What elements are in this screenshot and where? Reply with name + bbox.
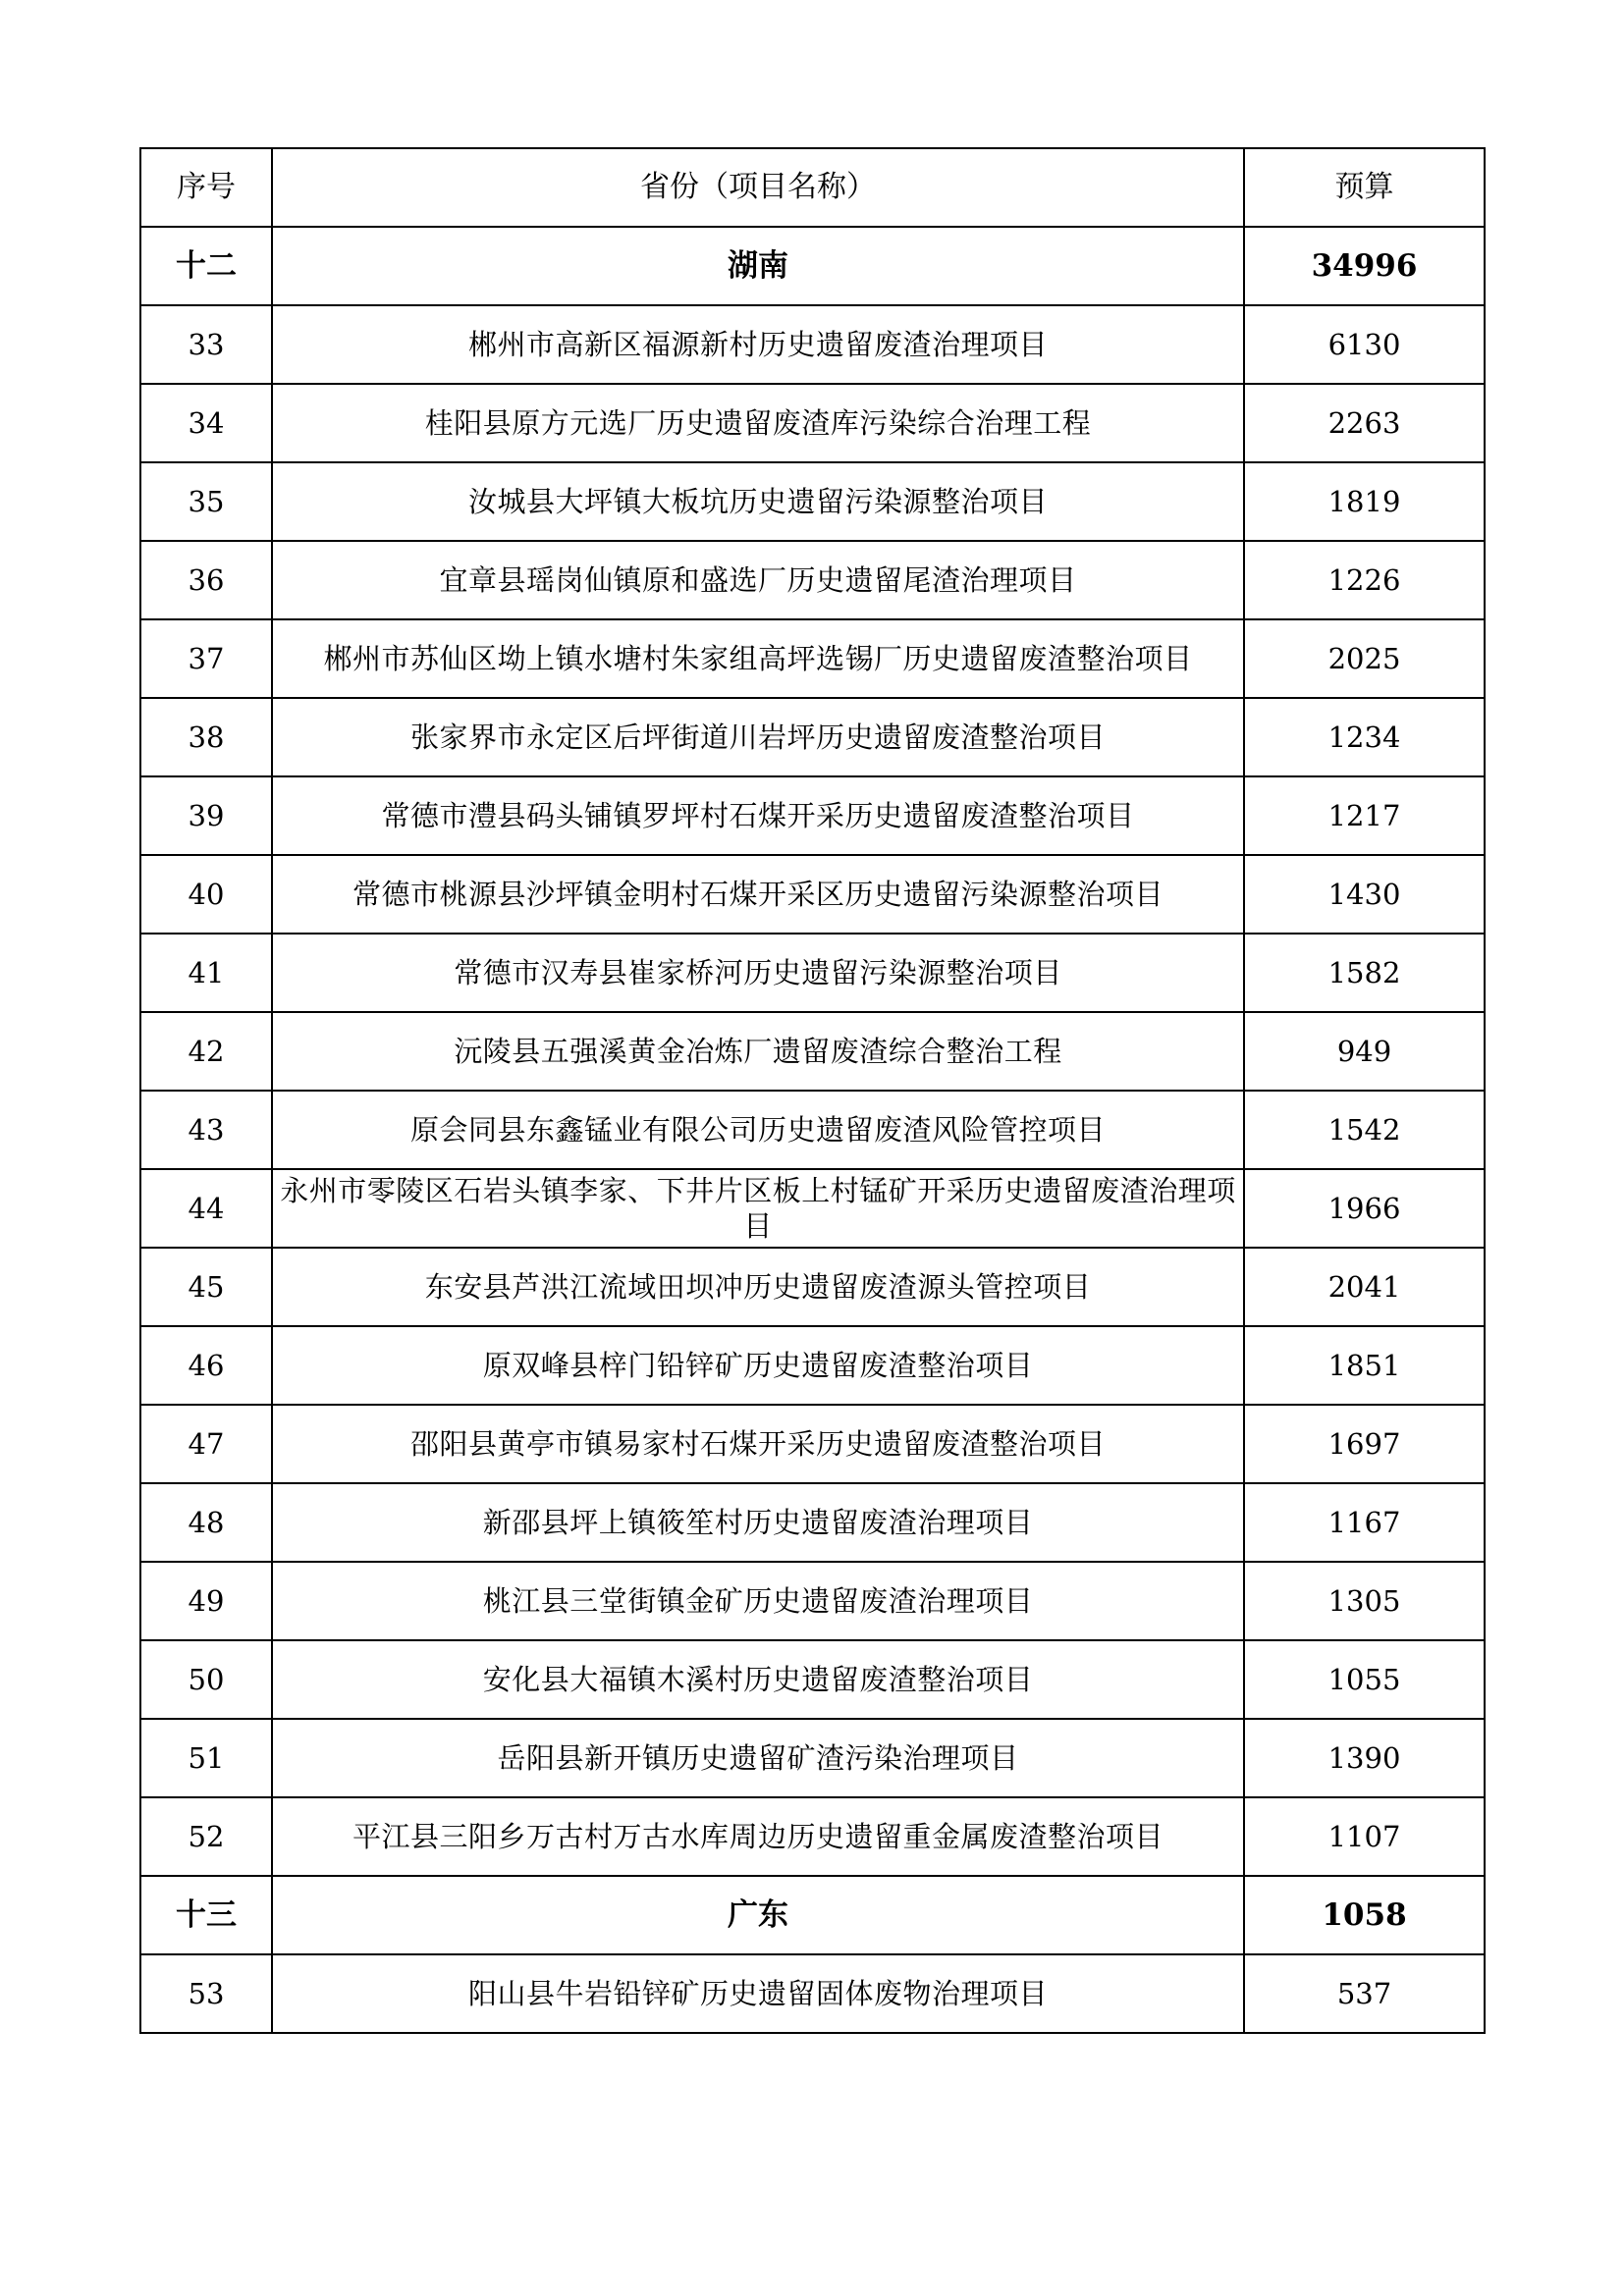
project-budget: 1582 (1244, 934, 1485, 1012)
project-name: 郴州市高新区福源新村历史遗留废渣治理项目 (272, 305, 1244, 384)
project-budget: 1851 (1244, 1326, 1485, 1405)
project-budget: 1966 (1244, 1169, 1485, 1248)
row-index: 40 (140, 855, 272, 934)
project-budget: 1697 (1244, 1405, 1485, 1483)
row-index: 47 (140, 1405, 272, 1483)
project-name: 岳阳县新开镇历史遗留矿渣污染治理项目 (272, 1719, 1244, 1797)
province-group-row (140, 227, 1485, 305)
project-budget: 1430 (1244, 855, 1485, 934)
project-budget: 1234 (1244, 698, 1485, 776)
row-index: 52 (140, 1797, 272, 1876)
project-budget: 537 (1244, 1954, 1485, 2033)
table-row (140, 1797, 1485, 1876)
row-index: 41 (140, 934, 272, 1012)
table-header (140, 148, 1485, 227)
project-name: 汝城县大坪镇大板坑历史遗留污染源整治项目 (272, 462, 1244, 541)
project-name: 阳山县牛岩铅锌矿历史遗留固体废物治理项目 (272, 1954, 1244, 2033)
table-row (140, 541, 1485, 619)
table-row (140, 1248, 1485, 1326)
table-row (140, 462, 1485, 541)
project-name: 新邵县坪上镇筱笙村历史遗留废渣治理项目 (272, 1483, 1244, 1562)
province-budget-total: 1058 (1244, 1876, 1485, 1954)
project-budget: 1217 (1244, 776, 1485, 855)
row-index: 51 (140, 1719, 272, 1797)
table-row (140, 1091, 1485, 1169)
project-name: 常德市桃源县沙坪镇金明村石煤开采区历史遗留污染源整治项目 (272, 855, 1244, 934)
row-index: 35 (140, 462, 272, 541)
row-index: 49 (140, 1562, 272, 1640)
table-row (140, 1483, 1485, 1562)
province-name: 湖南 (272, 227, 1244, 305)
project-name: 邵阳县黄亭市镇易家村石煤开采历史遗留废渣整治项目 (272, 1405, 1244, 1483)
project-budget: 1819 (1244, 462, 1485, 541)
project-name: 常德市澧县码头铺镇罗坪村石煤开采历史遗留废渣整治项目 (272, 776, 1244, 855)
table-row (140, 305, 1485, 384)
table-row (140, 1326, 1485, 1405)
header-row (140, 148, 1485, 227)
table-row (140, 1719, 1485, 1797)
project-name: 宜章县瑶岗仙镇原和盛选厂历史遗留尾渣治理项目 (272, 541, 1244, 619)
province-budget-total: 34996 (1244, 227, 1485, 305)
project-budget: 1107 (1244, 1797, 1485, 1876)
project-budget: 1055 (1244, 1640, 1485, 1719)
row-index: 37 (140, 619, 272, 698)
table-row (140, 776, 1485, 855)
province-group-row (140, 1876, 1485, 1954)
row-index: 53 (140, 1954, 272, 2033)
project-name: 沅陵县五强溪黄金冶炼厂遗留废渣综合整治工程 (272, 1012, 1244, 1091)
project-name: 郴州市苏仙区坳上镇水塘村朱家组高坪选锡厂历史遗留废渣整治项目 (272, 619, 1244, 698)
project-budget: 2025 (1244, 619, 1485, 698)
project-name: 安化县大福镇木溪村历史遗留废渣整治项目 (272, 1640, 1244, 1719)
project-budget: 1167 (1244, 1483, 1485, 1562)
row-index: 33 (140, 305, 272, 384)
group-index: 十三 (140, 1876, 272, 1954)
project-name: 原会同县东鑫锰业有限公司历史遗留废渣风险管控项目 (272, 1091, 1244, 1169)
row-index: 34 (140, 384, 272, 462)
project-name: 桂阳县原方元选厂历史遗留废渣库污染综合治理工程 (272, 384, 1244, 462)
row-index: 43 (140, 1091, 272, 1169)
table-row (140, 1954, 1485, 2033)
table-row (140, 1562, 1485, 1640)
header-budget: 预算 (1244, 148, 1485, 227)
row-index: 48 (140, 1483, 272, 1562)
table-row (140, 619, 1485, 698)
province-name: 广东 (272, 1876, 1244, 1954)
row-index: 42 (140, 1012, 272, 1091)
table-row (140, 1012, 1485, 1091)
row-index: 50 (140, 1640, 272, 1719)
project-name: 常德市汉寿县崔家桥河历史遗留污染源整治项目 (272, 934, 1244, 1012)
row-index: 36 (140, 541, 272, 619)
row-index: 46 (140, 1326, 272, 1405)
project-name: 东安县芦洪江流域田坝冲历史遗留废渣源头管控项目 (272, 1248, 1244, 1326)
table-row (140, 1169, 1485, 1248)
row-index: 45 (140, 1248, 272, 1326)
project-name: 平江县三阳乡万古村万古水库周边历史遗留重金属废渣整治项目 (272, 1797, 1244, 1876)
project-budget: 1305 (1244, 1562, 1485, 1640)
project-budget: 1542 (1244, 1091, 1485, 1169)
table-row (140, 855, 1485, 934)
project-name: 永州市零陵区石岩头镇李家、下井片区板上村锰矿开采历史遗留废渣治理项目 (272, 1169, 1244, 1248)
row-index: 44 (140, 1169, 272, 1248)
project-budget: 6130 (1244, 305, 1485, 384)
project-budget: 1226 (1244, 541, 1485, 619)
table-row (140, 1405, 1485, 1483)
project-budget: 949 (1244, 1012, 1485, 1091)
project-name: 原双峰县梓门铅锌矿历史遗留废渣整治项目 (272, 1326, 1244, 1405)
project-budget: 2263 (1244, 384, 1485, 462)
header-index: 序号 (140, 148, 272, 227)
project-name: 桃江县三堂街镇金矿历史遗留废渣治理项目 (272, 1562, 1244, 1640)
table-row (140, 698, 1485, 776)
project-budget: 1390 (1244, 1719, 1485, 1797)
header-name: 省份（项目名称） (272, 148, 1244, 227)
table-row (140, 384, 1485, 462)
group-index: 十二 (140, 227, 272, 305)
table-row (140, 1640, 1485, 1719)
project-name: 张家界市永定区后坪街道川岩坪历史遗留废渣整治项目 (272, 698, 1244, 776)
row-index: 39 (140, 776, 272, 855)
project-budget: 2041 (1244, 1248, 1485, 1326)
row-index: 38 (140, 698, 272, 776)
table-body (140, 227, 1485, 2033)
table-row (140, 934, 1485, 1012)
project-budget-table (139, 147, 1486, 2034)
